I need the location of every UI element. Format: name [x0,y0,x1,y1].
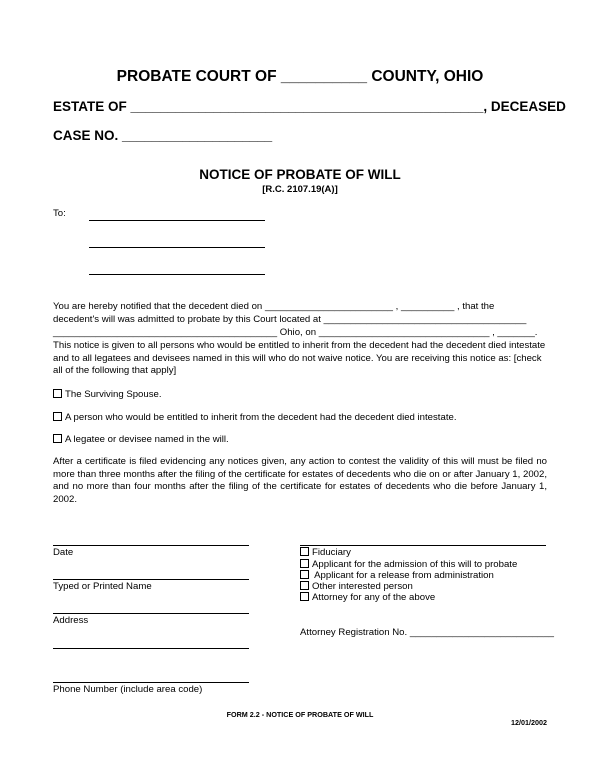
checkbox-icon[interactable] [53,434,62,443]
printed-name-label: Typed or Printed Name [53,581,152,592]
form-title: NOTICE OF PROBATE OF WILL [199,167,401,182]
to-line-3 [89,274,265,275]
role-attorney[interactable]: Attorney for any of the above [300,592,435,603]
case-number-line: CASE NO. ____________________ [53,128,273,143]
form-footer: FORM 2.2 - NOTICE OF PROBATE OF WILL [226,710,374,719]
role-applicant-release[interactable]: Applicant for a release from administration [300,570,494,581]
attorney-registration: Attorney Registration No. ___________________________ [300,627,554,638]
phone-line [53,682,249,683]
notice-paragraph: This notice is given to all persons who would be entitled to inherit from the decedent had the decedent died intestate and to all legatees and devisees named in this will who do not waive notice. You are receiving this notice as: [check all of the following that apply] [53,340,546,376]
notice-line-3: __________________________________________ Ohio, on ________________________________ , _______. [53,327,538,338]
address-line [53,613,249,614]
checkbox-icon[interactable] [300,547,309,556]
role-applicant-probate[interactable]: Applicant for the admission of this will to probate [300,559,517,570]
address-label: Address [53,615,89,626]
option-legatee[interactable]: A legatee or devisee named in the will. [53,434,229,445]
checkbox-icon[interactable] [300,592,309,601]
role-fiduciary[interactable]: Fiduciary [300,547,351,558]
phone-label: Phone Number (include area code) [53,684,203,695]
to-line-2 [89,247,265,248]
contest-paragraph: After a certificate is filed evidencing any notices given, any action to contest the validity of this will must be filed no more than three months after the filing of the certificate for estates of decedents who die on or after January 1, 2002, and no more than four months after the filing of the certificate for estates of decedents who die before January 1, 2002. [53,456,547,505]
checkbox-icon[interactable] [300,559,309,568]
address-line-2 [53,648,249,649]
option-intestate-heir[interactable]: A person who would be entitled to inherit from the decedent had the decedent died intestate. [53,412,456,423]
role-interested-person[interactable]: Other interested person [300,581,413,592]
name-signature-line [53,579,249,580]
checkbox-icon[interactable] [300,570,309,579]
date-label: Date [53,547,74,558]
form-revision-date: 12/01/2002 [511,718,547,727]
court-heading: PROBATE COURT OF __________ COUNTY, OHIO [116,68,484,85]
date-signature-line [53,545,249,546]
checkbox-icon[interactable] [53,389,62,398]
checkbox-icon[interactable] [53,412,62,421]
estate-line: ESTATE OF _______________________________________________, DECEASED [53,99,566,114]
to-line-1 [89,220,265,221]
option-surviving-spouse[interactable]: The Surviving Spouse. [53,389,162,400]
checkbox-icon[interactable] [300,581,309,590]
statute-reference: [R.C. 2107.19(A)] [262,184,338,195]
notice-line-2: decedent's will was admitted to probate by this Court located at ______________________________________ [53,314,527,325]
signature-line-right [300,545,546,546]
to-label: To: [53,208,66,219]
notice-line-1: You are hereby notified that the decedent died on ________________________ , __________ , that the [53,301,495,312]
